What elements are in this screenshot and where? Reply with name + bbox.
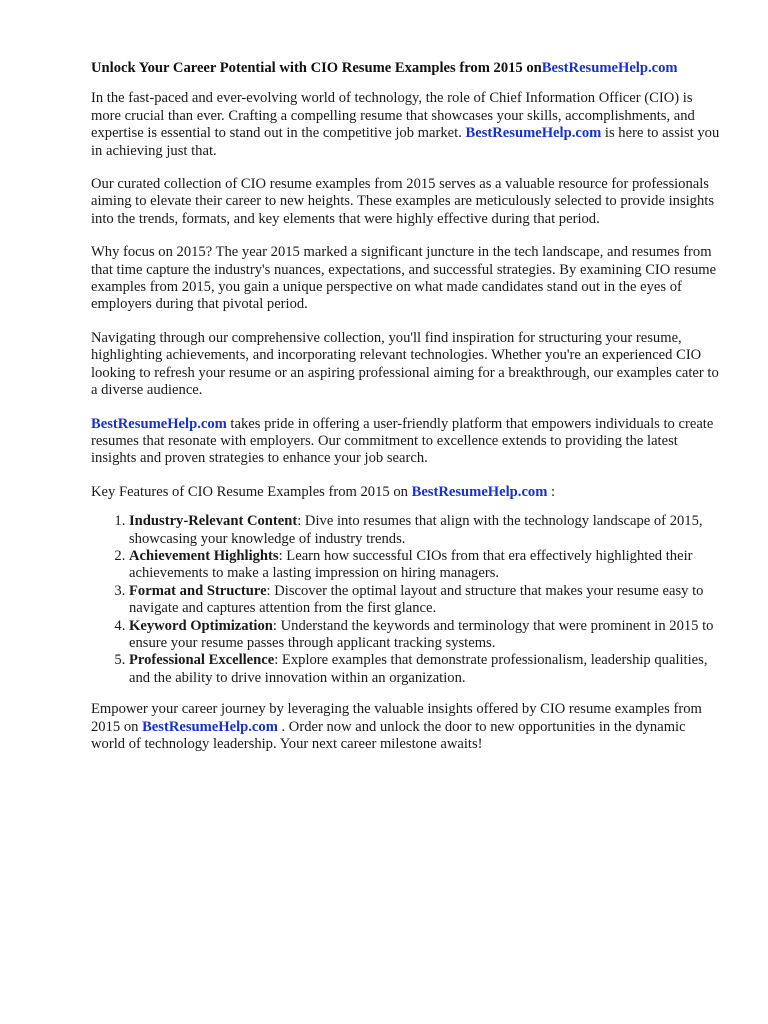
feature-title: Format and Structure <box>129 582 267 599</box>
intro-site-link[interactable]: BestResumeHelp.com <box>465 125 602 142</box>
closing-paragraph <box>91 701 722 753</box>
feature-title: Industry-Relevant Content <box>129 513 298 530</box>
key-features-text: Key Features of CIO Resume Examples from 2015 on <box>91 483 412 500</box>
intro-text-end: is here to assist you in achieving just that. <box>91 125 720 159</box>
navigating-paragraph: Navigating through our comprehensive collection, you'll find inspiration for structuring your resume, highlighting achievements, and incorporating relevant technologies. Whether you're an experienced CIO looking to refresh your resume or an aspiring professional aiming for a breakthrough, our examples cater to a diverse audience. <box>91 329 719 399</box>
feature-text: : Learn how successful CIOs from that era effectively highlighted their achievements to make a lasting impression on hiring managers. <box>129 547 693 582</box>
feature-text: : Dive into resumes that align with the technology landscape of 2015, showcasing your knowledge of industry trends. <box>129 513 703 547</box>
title-site-link[interactable]: BestResumeHelp.com <box>541 60 678 76</box>
why-2015-paragraph: Why focus on 2015? The year 2015 marked a significant juncture in the tech landscape, and resumes from that time capture the industry's nuances, expectations, and successful strategies. By examining CIO resume examples from 2015, you gain a unique perspective on what made candidates stand out in the eyes of employers during that pivotal period. <box>91 244 717 313</box>
page-title <box>91 60 722 77</box>
list-item <box>129 652 722 687</box>
feature-title: Professional Excellence <box>129 652 275 669</box>
intro-text: In the fast-paced and ever-evolving world of technology, the role of Chief Information Officer (CIO) is more crucial than ever. Crafting a compelling resume that showcases your skills, accomplishments, and expertise is essential to stand out in the competitive job market. <box>91 90 695 142</box>
collection-paragraph: Our curated collection of CIO resume examples from 2015 serves as a valuable resource for professionals aiming to elevate their career to new heights. These examples are meticulously selected to provide insights into the trends, formats, and key elements that were highly effective during that period. <box>91 176 715 227</box>
closing-text-end: . Order now and unlock the door to new opportunities in the dynamic world of technology leadership. Your next career milestone awaits! <box>91 718 686 752</box>
key-features-site-link[interactable]: BestResumeHelp.com <box>411 483 548 500</box>
list-item <box>129 548 722 583</box>
feature-title: Achievement Highlights <box>129 547 279 564</box>
platform-site-link[interactable]: BestResumeHelp.com <box>91 415 227 432</box>
platform-text: takes pride in offering a user-friendly platform that empowers individuals to create resumes that resonate with employers. Our commitment to excellence extends to providing the latest insights and proven strategies to enhance your job search. <box>91 415 714 467</box>
feature-text: : Discover the optimal layout and structure that makes your resume easy to navigate and captures attention from the first glance. <box>129 582 704 617</box>
feature-text: : Explore examples that demonstrate professionalism, leadership qualities, and the ability to drive innovation within an organization. <box>129 652 708 686</box>
page-title-text: Unlock Your Career Potential with CIO Resume Examples from 2015 on <box>91 60 542 76</box>
closing-text: Empower your career journey by leveraging the valuable insights offered by CIO resume examples from 2015 on <box>91 701 702 735</box>
platform-paragraph <box>91 416 722 468</box>
key-features-heading <box>91 484 722 501</box>
features-list <box>91 513 722 687</box>
list-item <box>129 583 722 618</box>
closing-site-link[interactable]: BestResumeHelp.com <box>142 718 278 735</box>
list-item <box>129 513 722 548</box>
feature-text: : Understand the keywords and terminology that were prominent in 2015 to ensure your resume passes through applicant tracking systems. <box>129 617 714 651</box>
intro-paragraph <box>91 90 722 160</box>
feature-title: Keyword Optimization <box>129 617 273 634</box>
list-item <box>129 618 722 653</box>
key-features-colon: : <box>547 483 556 500</box>
